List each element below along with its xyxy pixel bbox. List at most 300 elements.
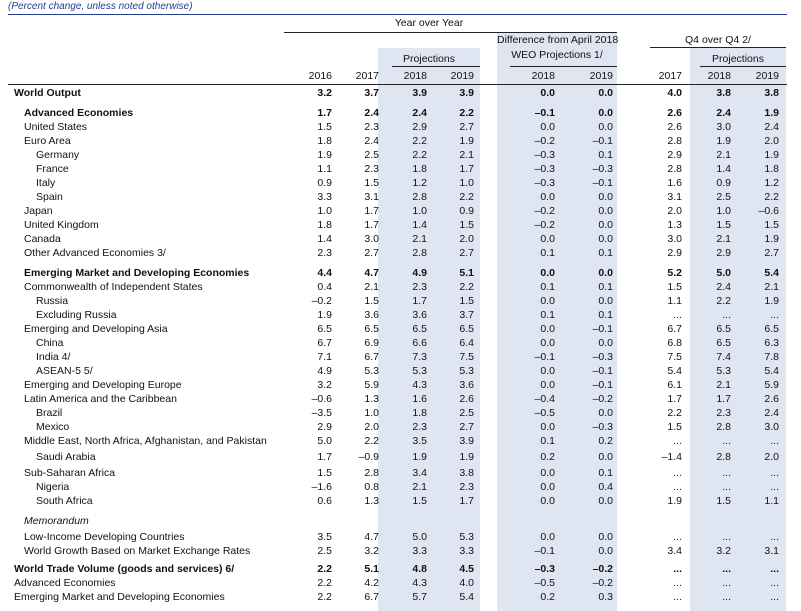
cell-value: 2.2: [412, 135, 427, 147]
cell-value: 6.5: [716, 337, 731, 349]
cell-value: ...: [673, 531, 682, 543]
cell-value: ...: [770, 435, 779, 447]
cell-value: –0.1: [534, 107, 555, 119]
cell-value: 1.7: [317, 451, 332, 463]
cell-value: 2.4: [364, 107, 379, 119]
cell-value: 2.0: [764, 135, 779, 147]
table-row: [0, 246, 801, 260]
cell-value: 5.2: [667, 267, 682, 279]
cell-value: 5.3: [459, 531, 474, 543]
cell-value: 6.9: [364, 337, 379, 349]
cell-value: 3.5: [412, 435, 427, 447]
row-label: Emerging Market and Developing Economies: [24, 267, 250, 279]
cell-value: 0.0: [540, 379, 555, 391]
cell-value: 4.8: [412, 563, 427, 575]
cell-value: 2.1: [364, 281, 379, 293]
cell-value: 0.0: [598, 337, 613, 349]
cell-value: 2.3: [716, 407, 731, 419]
cell-value: 1.5: [667, 421, 682, 433]
cell-value: 1.6: [412, 393, 427, 405]
table-row: [0, 134, 801, 148]
cell-value: 3.9: [459, 435, 474, 447]
cell-value: 1.7: [667, 393, 682, 405]
row-label: India 4/: [36, 351, 71, 363]
row-label: South Africa: [36, 495, 93, 507]
q4-projections-rule: [700, 66, 786, 67]
cell-value: 3.4: [667, 545, 682, 557]
cell-value: 1.5: [364, 295, 379, 307]
cell-value: 0.0: [540, 323, 555, 335]
cell-value: 5.4: [667, 365, 682, 377]
cell-value: ...: [722, 591, 731, 603]
cell-value: 1.6: [667, 177, 682, 189]
cell-value: 2.3: [364, 163, 379, 175]
row-label: Sub-Saharan Africa: [24, 467, 116, 479]
row-label: Euro Area: [24, 135, 71, 147]
cell-value: 0.0: [540, 121, 555, 133]
cell-value: 2.9: [317, 421, 332, 433]
cell-value: 0.0: [598, 407, 613, 419]
cell-value: 1.0: [412, 205, 427, 217]
row-label: Nigeria: [36, 481, 70, 493]
cell-value: ...: [770, 481, 779, 493]
table-row: [0, 544, 801, 558]
cell-value: 2.9: [667, 149, 682, 161]
cell-value: –0.3: [534, 149, 555, 161]
cell-value: 6.5: [459, 323, 474, 335]
cell-value: 3.6: [412, 309, 427, 321]
cell-value: 2.2: [764, 191, 779, 203]
cell-value: 3.0: [716, 121, 731, 133]
cell-value: 3.2: [317, 379, 332, 391]
table-row: [0, 176, 801, 190]
cell-value: ...: [770, 309, 779, 321]
cell-value: –0.9: [358, 451, 379, 463]
cell-value: 6.1: [667, 379, 682, 391]
cell-value: 2.1: [764, 281, 779, 293]
cell-value: –0.1: [592, 135, 613, 147]
cell-value: 2.2: [317, 591, 332, 603]
cell-value: –0.2: [534, 219, 555, 231]
cell-value: 1.3: [364, 495, 379, 507]
cell-value: 3.6: [459, 379, 474, 391]
row-label: Japan: [24, 205, 53, 217]
cell-value: 1.8: [317, 219, 332, 231]
cell-value: –0.1: [534, 351, 555, 363]
row-label: Canada: [24, 233, 61, 245]
cell-value: 2.3: [459, 481, 474, 493]
cell-value: 4.7: [364, 267, 379, 279]
cell-value: 0.0: [540, 531, 555, 543]
cell-value: –0.3: [592, 421, 613, 433]
cell-value: 2.9: [716, 247, 731, 259]
cell-value: 1.1: [764, 495, 779, 507]
cell-value: 2.0: [667, 205, 682, 217]
q4-year-2019: 2019: [755, 70, 779, 82]
year-over-year-header: Year over Year: [394, 17, 464, 29]
cell-value: 2.2: [317, 563, 332, 575]
row-label: World Trade Volume (goods and services) 6/: [14, 563, 235, 575]
cell-value: –0.2: [592, 393, 613, 405]
cell-value: 0.4: [598, 481, 613, 493]
cell-value: 3.9: [412, 87, 427, 99]
cell-value: 2.4: [364, 135, 379, 147]
cell-value: ...: [673, 563, 682, 575]
row-label: World Output: [14, 87, 81, 99]
header-bottom-rule: [8, 84, 787, 85]
cell-value: 1.0: [716, 205, 731, 217]
cell-value: 0.1: [598, 247, 613, 259]
table-row: [0, 204, 801, 218]
cell-value: 3.0: [764, 421, 779, 433]
cell-value: 1.7: [317, 107, 332, 119]
cell-value: 4.2: [364, 577, 379, 589]
cell-value: 1.7: [412, 295, 427, 307]
cell-value: –0.1: [534, 545, 555, 557]
row-label: United Kingdom: [24, 219, 99, 231]
cell-value: 1.9: [459, 135, 474, 147]
projections-header: Projections: [403, 53, 455, 65]
cell-value: –0.2: [534, 135, 555, 147]
cell-value: 7.1: [317, 351, 332, 363]
cell-value: 7.8: [764, 351, 779, 363]
cell-value: 2.5: [459, 407, 474, 419]
q4-year-2017: 2017: [658, 70, 682, 82]
cell-value: 3.0: [667, 233, 682, 245]
cell-value: 2.7: [459, 421, 474, 433]
cell-value: 5.4: [764, 267, 779, 279]
yoy-rule: [284, 32, 617, 33]
cell-value: 4.9: [412, 267, 427, 279]
cell-value: 0.0: [598, 495, 613, 507]
cell-value: 3.6: [364, 309, 379, 321]
cell-value: 0.9: [317, 177, 332, 189]
table-row: [0, 106, 801, 120]
difference-rule: [510, 66, 617, 67]
cell-value: 1.9: [716, 135, 731, 147]
cell-value: 5.9: [364, 379, 379, 391]
cell-value: 3.2: [716, 545, 731, 557]
cell-value: 2.5: [317, 545, 332, 557]
row-label: Excluding Russia: [36, 309, 117, 321]
cell-value: 1.3: [364, 393, 379, 405]
cell-value: 0.0: [598, 219, 613, 231]
cell-value: 4.0: [459, 577, 474, 589]
cell-value: 6.7: [317, 337, 332, 349]
table-row: [0, 514, 801, 528]
row-label: United States: [24, 121, 88, 133]
cell-value: 2.2: [317, 577, 332, 589]
cell-value: 2.2: [667, 407, 682, 419]
cell-value: 2.8: [412, 247, 427, 259]
cell-value: 1.0: [459, 177, 474, 189]
table-row: [0, 378, 801, 392]
table-row: [0, 392, 801, 406]
cell-value: 1.2: [412, 177, 427, 189]
cell-value: 0.0: [540, 87, 555, 99]
cell-value: 1.9: [317, 309, 332, 321]
cell-value: 7.3: [412, 351, 427, 363]
cell-value: –3.5: [311, 407, 332, 419]
difference-header-line2: WEO Projections 1/: [511, 49, 603, 61]
cell-value: 0.0: [540, 233, 555, 245]
cell-value: 3.3: [459, 545, 474, 557]
cell-value: 0.0: [540, 191, 555, 203]
cell-value: 6.6: [412, 337, 427, 349]
cell-value: 2.8: [667, 163, 682, 175]
table-row: [0, 466, 801, 480]
table-row: [0, 190, 801, 204]
table-row: [0, 120, 801, 134]
cell-value: 2.2: [716, 295, 731, 307]
row-label: Advanced Economies: [24, 107, 134, 119]
cell-value: 5.4: [764, 365, 779, 377]
row-label: Low-Income Developing Countries: [24, 531, 185, 543]
cell-value: ...: [722, 563, 731, 575]
row-label: Latin America and the Caribbean: [24, 393, 177, 405]
table-row: [0, 530, 801, 544]
cell-value: 6.8: [667, 337, 682, 349]
table-row: [0, 576, 801, 590]
cell-value: 1.5: [667, 281, 682, 293]
cell-value: –0.1: [592, 365, 613, 377]
cell-value: 1.9: [764, 295, 779, 307]
cell-value: 2.8: [412, 191, 427, 203]
cell-value: 1.9: [667, 495, 682, 507]
cell-value: ...: [673, 309, 682, 321]
row-label: Emerging and Developing Asia: [24, 323, 168, 335]
row-label: China: [36, 337, 64, 349]
cell-value: 2.4: [764, 407, 779, 419]
row-label: Brazil: [36, 407, 63, 419]
cell-value: 3.0: [364, 233, 379, 245]
cell-value: –0.2: [592, 577, 613, 589]
cell-value: 2.2: [459, 107, 474, 119]
cell-value: 2.2: [412, 149, 427, 161]
cell-value: 1.8: [412, 407, 427, 419]
cell-value: ...: [722, 577, 731, 589]
cell-value: –0.4: [534, 393, 555, 405]
cell-value: 0.6: [317, 495, 332, 507]
cell-value: 0.1: [540, 309, 555, 321]
table-row: [0, 322, 801, 336]
cell-value: 6.5: [317, 323, 332, 335]
row-label: Middle East, North Africa, Afghanistan, and Pakistan: [24, 435, 267, 447]
cell-value: 6.7: [364, 351, 379, 363]
cell-value: 2.0: [364, 421, 379, 433]
cell-value: 0.0: [540, 267, 555, 279]
cell-value: 0.1: [598, 281, 613, 293]
cell-value: –0.5: [534, 577, 555, 589]
table-row: [0, 364, 801, 378]
q4-year-2018: 2018: [707, 70, 731, 82]
cell-value: –1.4: [661, 451, 682, 463]
cell-value: 1.7: [459, 495, 474, 507]
cell-value: 3.3: [412, 545, 427, 557]
cell-value: 3.1: [364, 191, 379, 203]
cell-value: 0.1: [540, 435, 555, 447]
table-row: [0, 562, 801, 576]
cell-value: 2.8: [667, 135, 682, 147]
cell-value: –0.5: [534, 407, 555, 419]
cell-value: 2.1: [716, 379, 731, 391]
cell-value: 5.9: [764, 379, 779, 391]
cell-value: ...: [722, 531, 731, 543]
cell-value: –0.2: [534, 205, 555, 217]
row-label: Emerging Market and Developing Economies: [14, 591, 225, 603]
year-2016: 2016: [308, 70, 332, 82]
cell-value: 1.3: [667, 219, 682, 231]
cell-value: 5.0: [716, 267, 731, 279]
cell-value: 2.4: [412, 107, 427, 119]
difference-header-line1: Difference from April 2018: [497, 34, 619, 46]
cell-value: 6.7: [364, 591, 379, 603]
cell-value: 0.3: [598, 591, 613, 603]
cell-value: 6.3: [764, 337, 779, 349]
row-label: Commonwealth of Independent States: [24, 281, 203, 293]
cell-value: 0.1: [540, 247, 555, 259]
cell-value: 2.1: [716, 233, 731, 245]
table-row: [0, 86, 801, 100]
cell-value: 0.2: [540, 451, 555, 463]
row-label: ASEAN-5 5/: [36, 365, 93, 377]
cell-value: 2.8: [716, 451, 731, 463]
cell-value: 2.5: [364, 149, 379, 161]
year-2018: 2018: [403, 70, 427, 82]
cell-value: 1.7: [364, 219, 379, 231]
cell-value: 5.1: [364, 563, 379, 575]
cell-value: 0.0: [598, 267, 613, 279]
cell-value: 0.0: [598, 191, 613, 203]
cell-value: 6.5: [364, 323, 379, 335]
cell-value: 0.0: [598, 205, 613, 217]
q4-projections-header: Projections: [712, 53, 764, 65]
cell-value: 1.9: [764, 149, 779, 161]
row-label: Spain: [36, 191, 63, 203]
cell-value: –0.6: [311, 393, 332, 405]
top-rule: [8, 14, 787, 15]
table-row: [0, 350, 801, 364]
cell-value: 1.9: [459, 451, 474, 463]
cell-value: ...: [770, 577, 779, 589]
cell-value: 2.6: [764, 393, 779, 405]
cell-value: 5.3: [716, 365, 731, 377]
cell-value: 3.1: [764, 545, 779, 557]
cell-value: 1.4: [317, 233, 332, 245]
cell-value: 2.9: [412, 121, 427, 133]
cell-value: –0.1: [592, 177, 613, 189]
cell-value: 2.0: [764, 451, 779, 463]
cell-value: ...: [770, 531, 779, 543]
cell-value: ...: [722, 309, 731, 321]
cell-value: 0.0: [598, 233, 613, 245]
table-row: [0, 480, 801, 494]
table-row: [0, 280, 801, 294]
cell-value: 2.5: [716, 191, 731, 203]
cell-value: 0.9: [459, 205, 474, 217]
table-row: [0, 420, 801, 434]
table-row: [0, 218, 801, 232]
cell-value: 3.4: [412, 467, 427, 479]
cell-value: 0.4: [317, 281, 332, 293]
cell-value: 5.3: [459, 365, 474, 377]
row-label: Memorandum: [24, 515, 89, 527]
cell-value: 0.0: [598, 107, 613, 119]
cell-value: –0.3: [534, 163, 555, 175]
cell-value: 1.4: [412, 219, 427, 231]
cell-value: 0.0: [540, 365, 555, 377]
cell-value: ...: [722, 481, 731, 493]
cell-value: 3.8: [716, 87, 731, 99]
cell-value: 2.4: [716, 281, 731, 293]
cell-value: 2.2: [459, 191, 474, 203]
cell-value: 3.9: [459, 87, 474, 99]
cell-value: 6.4: [459, 337, 474, 349]
cell-value: 3.2: [317, 87, 332, 99]
cell-value: 2.7: [459, 121, 474, 133]
cell-value: –0.3: [534, 177, 555, 189]
cell-value: –0.2: [311, 295, 332, 307]
cell-value: 2.8: [364, 467, 379, 479]
q4-rule: [650, 47, 786, 48]
cell-value: 4.9: [317, 365, 332, 377]
table-row: [0, 148, 801, 162]
row-label: Germany: [36, 149, 80, 161]
cell-value: 4.0: [667, 87, 682, 99]
cell-value: 0.1: [598, 149, 613, 161]
cell-value: 2.3: [364, 121, 379, 133]
cell-value: 0.0: [540, 295, 555, 307]
row-label: Saudi Arabia: [36, 451, 96, 463]
cell-value: 5.3: [364, 365, 379, 377]
cell-value: 6.5: [764, 323, 779, 335]
cell-value: 1.0: [364, 407, 379, 419]
cell-value: 7.5: [667, 351, 682, 363]
cell-value: 7.5: [459, 351, 474, 363]
cell-value: 1.5: [764, 219, 779, 231]
cell-value: 2.8: [716, 421, 731, 433]
table-row: [0, 406, 801, 420]
cell-value: 3.7: [459, 309, 474, 321]
cell-value: –0.3: [592, 163, 613, 175]
cell-value: 0.2: [598, 435, 613, 447]
cell-value: –0.1: [592, 379, 613, 391]
cell-value: 2.0: [459, 233, 474, 245]
cell-value: –0.6: [758, 205, 779, 217]
cell-value: ...: [673, 435, 682, 447]
cell-value: 2.7: [764, 247, 779, 259]
cell-value: 1.1: [317, 163, 332, 175]
cell-value: –1.6: [311, 481, 332, 493]
table-row: [0, 308, 801, 322]
cell-value: 1.5: [317, 467, 332, 479]
cell-value: 0.8: [364, 481, 379, 493]
cell-value: 1.5: [716, 219, 731, 231]
cell-value: 4.3: [412, 577, 427, 589]
cell-value: 1.8: [317, 135, 332, 147]
cell-value: ...: [770, 591, 779, 603]
cell-value: 0.0: [598, 545, 613, 557]
diff-year-2018: 2018: [531, 70, 555, 82]
year-2017: 2017: [355, 70, 379, 82]
cell-value: 2.7: [459, 247, 474, 259]
row-label: Emerging and Developing Europe: [24, 379, 182, 391]
cell-value: 6.7: [667, 323, 682, 335]
cell-value: ...: [770, 563, 779, 575]
cell-value: 0.0: [540, 467, 555, 479]
cell-value: 2.4: [764, 121, 779, 133]
cell-value: 0.0: [540, 495, 555, 507]
